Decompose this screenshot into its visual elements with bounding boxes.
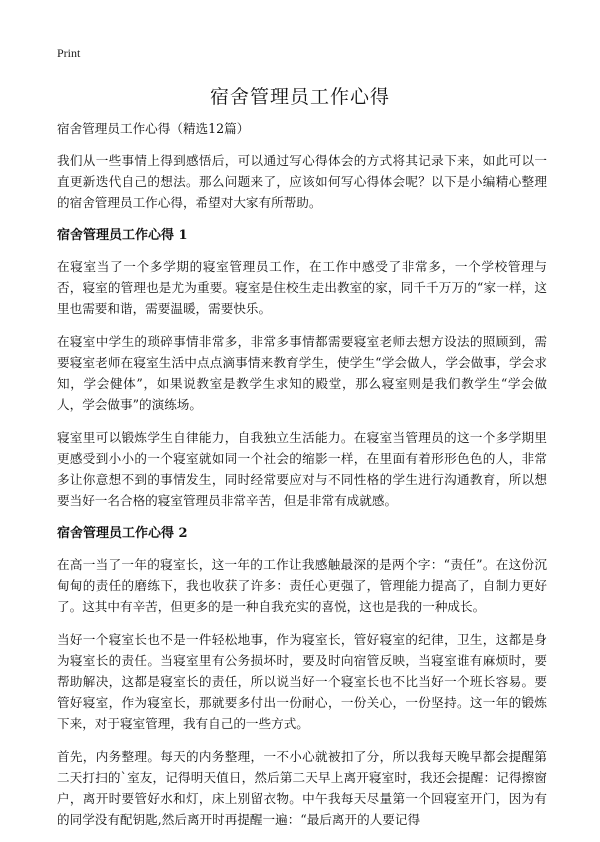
section-1 xyxy=(57,225,547,511)
page-title: 宿舍管理员工作心得 xyxy=(209,86,390,108)
section-paragraph: 在寝室当了一个多学期的寝室管理员工作，在工作中感受了非常多，一个学校管理与否，寝室的管理也是尤为重要。寝室是住校生走出教室的家，同千千万万的“家一样，这里也需要和谐，需要温暖，需要快乐。 xyxy=(57,259,547,316)
section-paragraph: 在高一当了一年的寝室长，这一年的工作让我感触最深的是两个字：“责任”。在这份沉甸甸的责任的磨练下，我也收获了许多：责任心更强了，管理能力提高了，自制力更好了。这其中有辛苦，但更多的是一种自我充实的喜悦，这也是我的一种成长。 xyxy=(57,557,547,614)
article-body xyxy=(57,118,547,842)
article-subtitle: 宿舍管理员工作心得（精选12篇） xyxy=(57,121,250,136)
section-paragraph: 寝室里可以锻炼学生自律能力，自我独立生活能力。在寝室当管理员的这一个多学期里更感受到小小的一个寝室就如同一个社会的缩影一样，在里面有着形形色色的人，非常多让你意想不到的事情发生，同时经常要应对与不同性格的学生进行沟通教育，所以想要当好一名合格的寝室管理员非常辛苦，但是非常有成就感。 xyxy=(57,430,547,508)
section-paragraph: 当好一个寝室长也不是一件轻松地事，作为寝室长，管好寝室的纪律，卫生，这都是身为寝室长的责任。当寝室里有公务损坏时，要及时向宿管反映，当寝室谁有麻烦时，要帮助解决，这都是寝室长的责任，所以说当好一个寝室长也不比当好一个班长容易。要管好寝室，作为寝室长，那就要多付出一份耐心，一份关心，一份坚持。这一年的锻炼下来，对于寝室管理，我有自己的一些方式。 xyxy=(57,632,547,731)
print-link[interactable]: Print xyxy=(57,46,81,60)
section-heading: 宿舍管理员工作心得 1 xyxy=(57,228,188,243)
section-2 xyxy=(57,523,547,830)
section-paragraph: 在寝室中学生的琐碎事情非常多，非常多事情都需要寝室老师去想方设法的照顾到，需要寝室老师在寝室生活中点点滴事情来教育学生，使学生“学会做人，学会做事，学会求知，学会健体”，如果说教室是教学生求知的殿堂，那么寝室则是我们教学生“学会做人，学会做事”的演练场。 xyxy=(57,334,547,412)
intro-paragraph: 我们从一些事情上得到感悟后，可以通过写心得体会的方式将其记录下来，如此可以一直更新迭代自己的想法。那么问题来了，应该如何写心得体会呢？以下是小编精心整理的宿舍管理员工作心得，希望对大家有所帮助。 xyxy=(57,153,547,210)
section-paragraph: 首先，内务整理。每天的内务整理，一不小心就被扣了分，所以我每天晚早都会提醒第二天打扫的`室友，记得明天值日，然后第二天早上离开寝室时，我还会提醒：记得擦窗户，离开时要管好水和灯，床上别留衣物。中午我每天尽量第一个回寝室开门，因为有的同学没有配钥匙,然后离开时再提醒一遍：“最后离开的人要记得 xyxy=(57,749,547,827)
section-heading: 宿舍管理员工作心得 2 xyxy=(57,526,188,541)
